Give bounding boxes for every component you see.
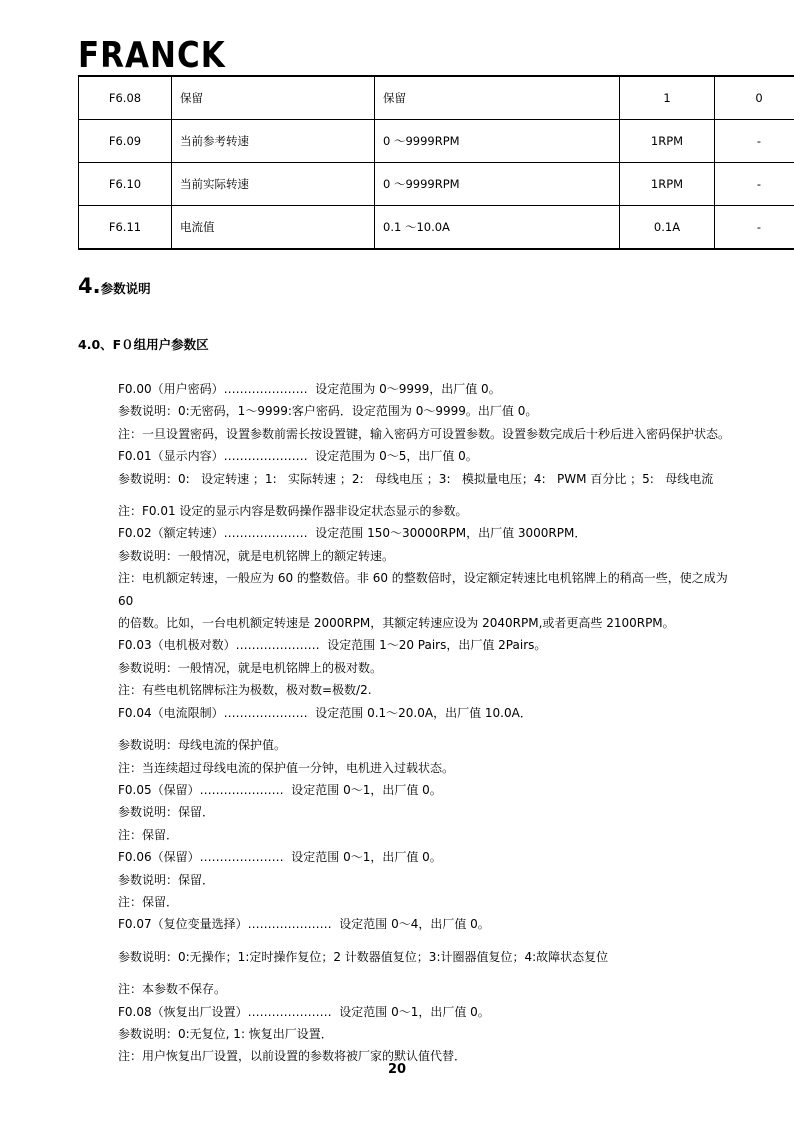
chapter-heading <box>78 276 151 297</box>
section-heading: 4.0、F０组用户参数区 <box>78 337 209 352</box>
body-line: F0.07（复位变量选择）………………… 设定范围 0～4，出厂值 0。 <box>118 917 490 932</box>
table-row <box>79 120 794 163</box>
table-row <box>79 76 794 120</box>
body-line: 注：保留． <box>118 827 179 842</box>
body-line: 注：有些电机铭牌标注为极数，极对数=极数/2. <box>118 683 372 698</box>
parameter-table <box>78 75 794 250</box>
cell-range: 保留 <box>375 76 620 120</box>
cell-name: 电流值 <box>172 206 375 250</box>
page-number: 20 <box>387 1062 407 1077</box>
chapter-title: 参数说明 <box>100 281 151 296</box>
cell-name: 当前实际转速 <box>172 163 375 206</box>
body-line: 参数说明：一般情况，就是电机铭牌上的额定转速。 <box>118 548 395 563</box>
body-line: 参数说明：母线电流的保护值。 <box>118 738 287 753</box>
body-line: 注：保留． <box>118 894 179 909</box>
cell-range: 0.1 ～10.0A <box>375 206 620 250</box>
cell-range: 0 ～9999RPM <box>375 163 620 206</box>
cell-unit: 1RPM <box>620 163 715 206</box>
table-row <box>79 163 794 206</box>
cell-name: 保留 <box>172 76 375 120</box>
body-line: F0.02（额定转速）………………… 设定范围 150～30000RPM，出厂值 3000RPM． <box>118 526 587 541</box>
body-line: 注：用户恢复出厂设置，以前设置的参数将被厂家的默认值代替． <box>118 1049 467 1064</box>
cell-code: F6.10 <box>79 163 172 206</box>
body-line: 参数说明：0:无复位, 1: 恢复出厂设置． <box>118 1026 333 1041</box>
cell-unit: 0.1A <box>620 206 715 250</box>
cell-default: - <box>715 163 794 206</box>
body-line: F0.04（电流限制）………………… 设定范围 0.1～20.0A，出厂值 10.0A． <box>118 705 532 720</box>
table-body <box>79 76 794 249</box>
body-text <box>118 378 738 1068</box>
body-line: F0.08（恢复出厂设置）………………… 设定范围 0～1，出厂值 0。 <box>118 1004 490 1019</box>
body-line: 参数说明：一般情况，就是电机铭牌上的极对数。 <box>118 660 383 675</box>
table-row <box>79 206 794 250</box>
body-line: 注：电机额定转速，一般应为 60 的整数倍。非 60 的整数倍时，设定额定转速比电机铭牌上的稍高一些，使之成为 60 <box>118 571 732 608</box>
body-line: 的倍数。比如，一台电机额定转速是 2000RPM，其额定转速应设为 2040RPM,或者更高些 2100RPM。 <box>118 616 675 631</box>
cell-unit: 1 <box>620 76 715 120</box>
body-line: 参数说明：0: 设定转速 ；1: 实际转速 ；2: 母线电压 ；3: 模拟量电压；4: PWM 百分比 ；5: 母线电流 <box>118 471 714 486</box>
cell-code: F6.09 <box>79 120 172 163</box>
body-line: 注：一旦设置密码，设置参数前需长按设置键，输入密码方可设置参数。设置参数完成后十秒后进入密码保护状态。 <box>118 426 731 441</box>
chapter-number: 4. <box>78 274 101 298</box>
body-line: F0.05（保留）………………… 设定范围 0～1，出厂值 0。 <box>118 782 442 797</box>
body-line: F0.00（用户密码）………………… 设定范围为 0～9999，出厂值 0。 <box>118 382 501 396</box>
cell-name: 当前参考转速 <box>172 120 375 163</box>
cell-unit: 1RPM <box>620 120 715 163</box>
body-line: 参数说明：0:无密码，1～9999:客户密码．设定范围为 0～9999。出厂值 0。 <box>118 404 538 419</box>
brand-logo <box>78 32 226 77</box>
body-line: 注：F0.01 设定的显示内容是数码操作器非设定状态显示的参数。 <box>118 504 468 519</box>
cell-default: - <box>715 120 794 163</box>
cell-code: F6.08 <box>79 76 172 120</box>
cell-code: F6.11 <box>79 206 172 250</box>
body-line: 参数说明：0:无操作；1:定时操作复位；2 计数器值复位；3:计圈器值复位；4:故障状态复位 <box>118 949 609 964</box>
body-line: F0.01（显示内容）………………… 设定范围为 0～5，出厂值 0。 <box>118 449 478 464</box>
body-line: 参数说明：保留． <box>118 805 215 820</box>
logo-text: FRANCK <box>78 34 226 77</box>
cell-default: - <box>715 206 794 250</box>
cell-default: 0 <box>715 76 794 120</box>
body-line: 参数说明：保留． <box>118 872 215 887</box>
body-line: 注：本参数不保存。 <box>118 982 227 997</box>
body-line: F0.03（电机极对数）………………… 设定范围 1～20 Pairs，出厂值 2Pairs。 <box>118 638 547 653</box>
cell-range: 0 ～9999RPM <box>375 120 620 163</box>
body-line: 注：当连续超过母线电流的保护值一分钟，电机进入过载状态。 <box>118 760 455 775</box>
body-line: F0.06（保留）………………… 设定范围 0～1，出厂值 0。 <box>118 850 442 865</box>
